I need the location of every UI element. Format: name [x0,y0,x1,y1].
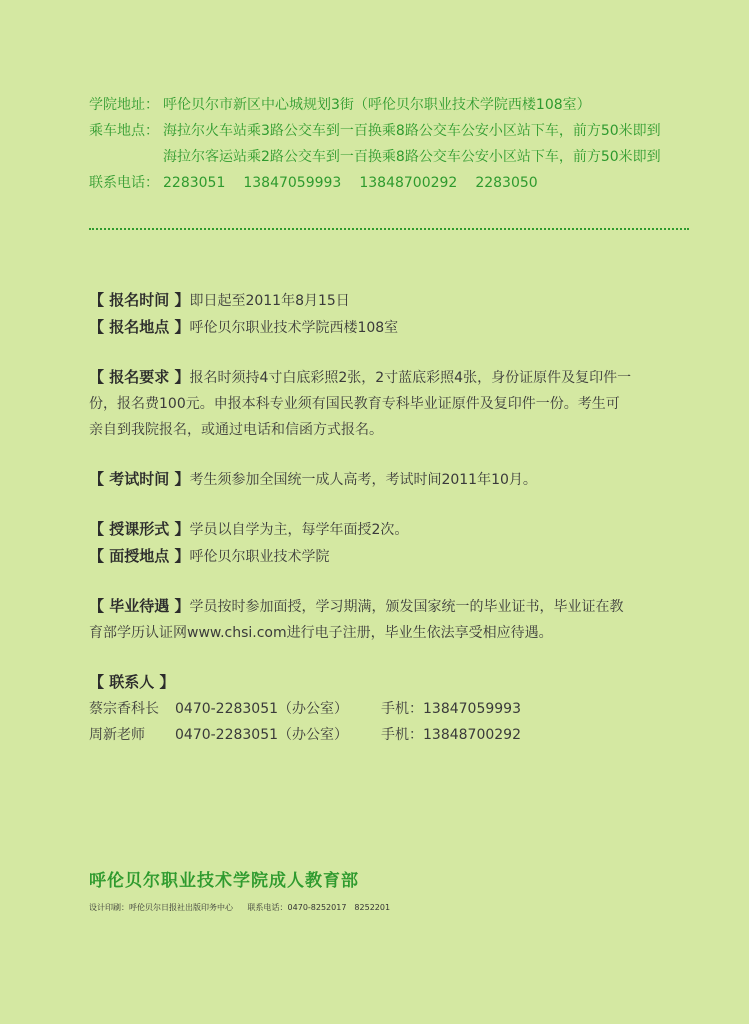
address-label: 学院地址： [89,97,159,113]
section-contact [89,669,679,696]
section-heading: 【 毕业待遇 】 [89,597,190,615]
transport-row-2 [89,144,709,170]
section-teach-place [89,543,679,570]
phone-number: 2283051 [163,175,226,191]
phone-row [89,170,709,196]
section-text: 份，报名费100元。申报本科专业须有国民教育专科毕业证原件及复印件一份。考生可 [89,396,620,412]
section-heading: 【 考试时间 】 [89,470,190,488]
section-time [89,287,679,314]
phone-number: 13848700292 [359,175,458,191]
contact-list [89,696,679,748]
section-text: 学员以自学为主，每学年面授2次。 [189,522,409,538]
dotted-divider [89,228,689,230]
section-heading: 【 联系人 】 [89,673,175,691]
footer-printer: 设计印刷：呼伦贝尔日报社出版印务中心 [89,903,233,912]
section-place [89,314,679,341]
info-sections [89,287,679,748]
transport-row-1 [89,118,709,144]
section-form [89,516,679,543]
transport-line-2: 海拉尔客运站乘2路公交车到一百换乘8路公交车公安小区站下车，前方50米即到 [163,149,661,165]
phone-label: 联系电话： [89,175,159,191]
section-text: 呼伦贝尔职业技术学院 [189,549,330,565]
footer-tel: 联系电话：0470-8252017 8252201 [247,903,391,912]
address-value: 呼伦贝尔市新区中心城规划3街（呼伦贝尔职业技术学院西楼108室） [163,97,591,113]
footer-note [89,902,402,913]
phone-number: 13847059993 [243,175,342,191]
section-text: 学员按时参加面授，学习期满，颁发国家统一的毕业证书，毕业证在教 [189,599,624,615]
transport-line-1: 海拉尔火车站乘3路公交车到一百换乘8路公交车公安小区站下车，前方50米即到 [163,123,661,139]
section-heading: 【 面授地点 】 [89,547,190,565]
section-text: 呼伦贝尔职业技术学院西楼108室 [189,320,399,336]
contact-tel: 0470-2283051（办公室） [175,727,349,743]
section-exam [89,466,679,493]
section-text: 育部学历认证网www.chsi.com进行电子注册，毕业生依法享受相应待遇。 [89,625,553,641]
contact-tel: 0470-2283051（办公室） [175,701,349,717]
section-graduation [89,593,679,646]
section-heading: 【 报名要求 】 [89,368,190,386]
section-heading: 【 报名时间 】 [89,291,190,309]
section-heading: 【 报名地点 】 [89,318,190,336]
section-heading: 【 授课形式 】 [89,520,190,538]
section-requirements [89,364,679,443]
section-text: 报名时须持4寸白底彩照2张，2寸蓝底彩照4张，身份证原件及复印件一 [189,370,632,386]
contact-row [89,696,679,722]
address-block [89,92,709,196]
contact-mobile: 手机：13848700292 [381,727,521,743]
section-text: 即日起至2011年8月15日 [189,293,350,309]
section-text: 考生须参加全国统一成人高考，考试时间2011年10月。 [189,472,537,488]
address-row [89,92,709,118]
contact-mobile: 手机：13847059993 [381,701,521,717]
transport-label: 乘车地点： [89,123,159,139]
section-text: 亲自到我院报名，或通过电话和信函方式报名。 [89,422,383,438]
contact-name: 蔡宗香科长 [89,701,159,717]
footer-title: 呼伦贝尔职业技术学院成人教育部 [89,871,359,891]
contact-row [89,722,679,748]
contact-name: 周新老师 [89,727,145,743]
phone-number: 2283050 [475,175,538,191]
